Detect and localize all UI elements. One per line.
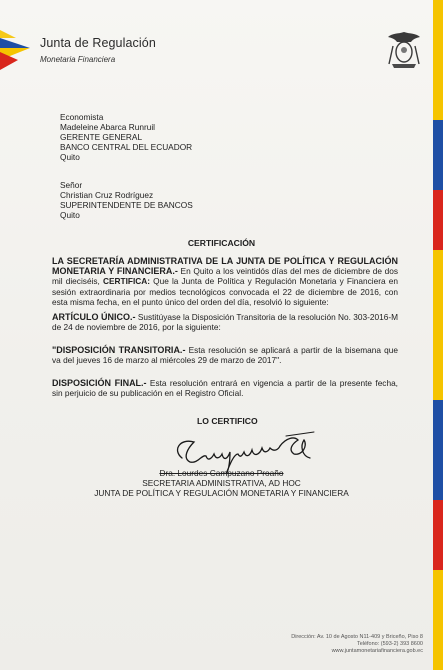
recipient2-name: Christian Cruz Rodríguez — [60, 190, 154, 200]
final-disposition — [52, 378, 398, 398]
article-unico — [52, 312, 398, 332]
recipient1-title: Economista — [60, 112, 104, 122]
final-bold: DISPOSICIÓN FINAL.- — [52, 378, 147, 388]
transitory-bold: "DISPOSICIÓN TRANSITORIA.- — [52, 345, 186, 355]
signer-role: SECRETARIA ADMINISTRATIVA, AD HOC — [142, 478, 301, 488]
article-text: Sustitúyase la Disposición Transitoria de la resolución No. 303-2016-M de 24 de noviembre de 2016, por la siguiente: — [52, 312, 399, 333]
article-bold: ARTÍCULO ÚNICO.- — [52, 312, 136, 322]
recipient1-institution: BANCO CENTRAL DEL ECUADOR — [60, 142, 193, 152]
final-text: Esta resolución entrará en vigencia a partir de la presente fecha, sin perjuicio de su publicación en el Registro Oficial. — [52, 378, 398, 399]
recipient1-city: Quito — [60, 152, 80, 162]
recipient2-title: Señor — [60, 180, 83, 190]
transitory-text: Esta resolución se aplicará a partir de la bisemana que va del jueves 16 de marzo al miércoles 29 de marzo de 2017". — [52, 345, 399, 366]
recipient1-position: GERENTE GENERAL — [60, 132, 143, 142]
org-title: Junta de Regulación — [40, 36, 156, 50]
recipient2-city: Quito — [60, 210, 80, 220]
footer-phone: Teléfono: (593-2) 393 8600 — [356, 641, 423, 647]
color-stripe — [433, 0, 443, 670]
recipient2-position: SUPERINTENDENTE DE BANCOS — [60, 200, 193, 210]
footer-address: Dirección: Av. 10 de Agosto N11-409 y Briceño, Piso 8 — [291, 634, 423, 640]
intro-bold-2: CERTIFICA: — [102, 276, 150, 287]
junta-logo-icon — [0, 30, 34, 70]
footer-web: www.juntamonetariafinanciera.gob.ec — [331, 648, 423, 654]
intro-text-2: Que la Junta de Política y Regulación Monetaria y Financiera en sesión extraordinaria por medios tecnológicos convocada el 22 de diciembre de 2016, con esta misma fecha, en el punto único del orden del día, resolvió lo siguiente: — [52, 276, 398, 307]
signer-body: JUNTA DE POLÍTICA Y REGULACIÓN MONETARIA Y FINANCIERA — [94, 488, 349, 498]
recipient1-name: Madeleine Abarca Runruil — [60, 122, 156, 132]
coat-of-arms-icon — [384, 30, 424, 72]
certification-intro — [52, 256, 398, 307]
intro-bold-1: LA SECRETARÍA ADMINISTRATIVA DE LA JUNTA DE POLÍTICA Y REGULACIÓN MONETARIA Y FINANCIERA.- — [52, 256, 398, 277]
certification-heading: CERTIFICACIÓN — [187, 238, 256, 248]
signer-name: Dra. Lourdes Campuzano Proaño — [159, 468, 284, 478]
closing-statement: LO CERTIFICO — [197, 416, 258, 426]
intro-text-1: En Quito a los veintidós días del mes de diciembre de dos mil dieciséis, — [52, 266, 398, 287]
org-subtitle: Monetaria Financiera — [40, 55, 116, 64]
transitory-disposition — [52, 345, 398, 365]
